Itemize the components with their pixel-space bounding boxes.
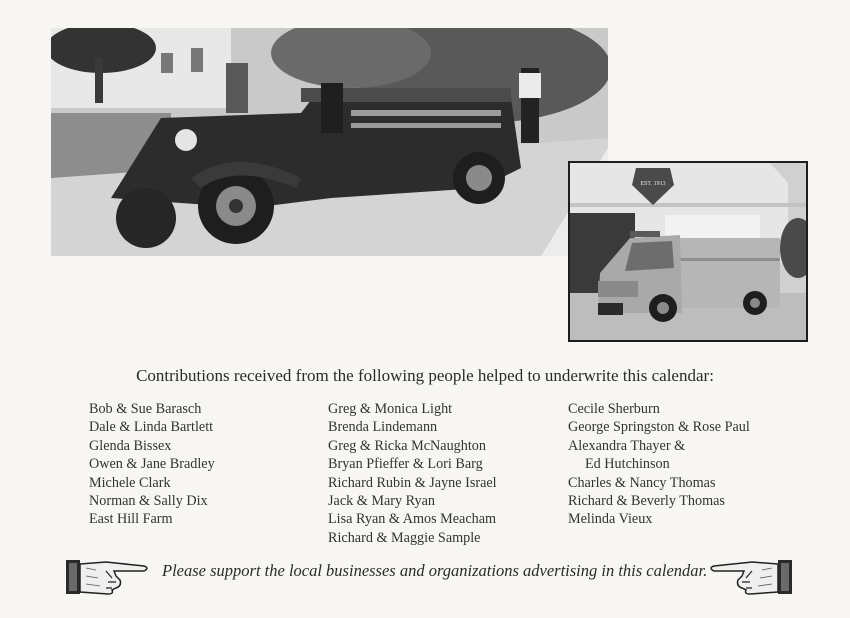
contributor-name: Owen & Jane Bradley [89,456,215,473]
contributor-name: Greg & Monica Light [328,401,453,417]
modern-fire-truck-photo [568,161,808,342]
contributor-name: Charles & Nancy Thomas [568,474,716,491]
contributor-name: East Hill Farm [89,511,173,528]
contributors-column-2 [328,400,497,547]
contributor-name: Richard & Maggie Sample [328,529,481,546]
pointing-hand-left-icon [708,556,792,603]
contributor-name: Alexandra Thayer & [568,437,686,454]
contributor-name: Dale & Linda Bartlett [89,419,214,436]
contributor-name: Bryan Pfieffer & Lori Barg [328,456,483,473]
contributor-name: Cecile Sherburn [568,401,660,417]
contributor-name: Richard Rubin & Jayne Israel [328,474,497,491]
contributor-name: Jack & Mary Ryan [328,493,435,510]
contributor-name: Brenda Lindemann [328,419,438,436]
contributors-column-3 [568,400,750,529]
contributor-name: Michele Clark [89,474,171,491]
contributor-name: George Springston & Rose Paul [568,419,750,436]
contributors-column-1 [89,400,215,529]
contributor-name: Melinda Vieux [568,511,653,528]
contributor-name: Bob & Sue Barasch [89,401,202,417]
contributor-name: Norman & Sally Dix [89,493,208,510]
contributor-name: Glenda Bissex [89,437,172,454]
contributions-heading: Contributions received from the following people helped to underwrite this calendar: [136,366,714,385]
contributor-name: Lisa Ryan & Amos Meacham [328,511,497,528]
pointing-hand-right-icon [66,556,150,603]
contributor-name: Greg & Ricka McNaughton [328,437,486,454]
contributor-name: Richard & Beverly Thomas [568,493,725,510]
badge-text: EST. 1913 [640,181,666,187]
contributor-name-continued: Ed Hutchinson [585,456,670,473]
footer-support-message: Please support the local businesses and organizations advertising in this calendar. [162,561,708,580]
historic-fire-engine-photo [51,28,608,256]
